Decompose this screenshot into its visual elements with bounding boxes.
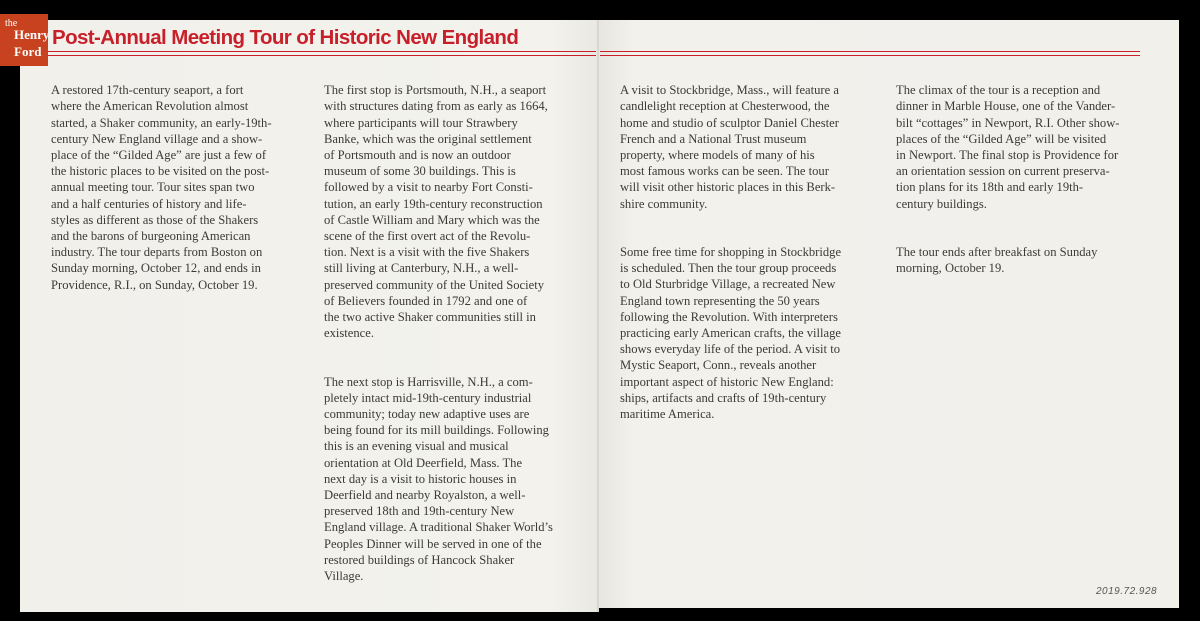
- column-4-paragraph-2: The tour ends after breakfast on Sunday morning, October 19.: [896, 245, 1098, 276]
- logo-line-3: Ford: [14, 44, 42, 59]
- title-rule-right-top: [600, 51, 1140, 52]
- title-rule-left-bottom: [48, 55, 596, 56]
- text-column-3: [620, 66, 882, 454]
- column-3-paragraph-1: A visit to Stockbridge, Mass., will feature a candlelight reception at Chesterwood, the home and studio of sculptor Daniel Chester French and a National Trust museum property, where models of many of his most famous works can be seen. The tour will visit other historic places in this Berk- shire community.: [620, 83, 839, 211]
- column-2-paragraph-2: The next stop is Harrisville, N.H., a com- pletely intact mid-19th-century industrial community; today new adaptive uses are being found for its mill buildings. Following this is an evening visual and musical orientation at Old Deerfield, Mass. The next day is a visit to historic houses in Deerfield and nearby Royalston, a well- preserved 18th and 19th-century New England village. A traditional Shaker World’s Peoples Dinner will be served in one of the restored buildings of Hancock Shaker Village.: [324, 374, 553, 584]
- page-gutter: [597, 20, 599, 612]
- text-column-1: [51, 66, 313, 325]
- page-title: Post-Annual Meeting Tour of Historic New England: [52, 26, 519, 49]
- column-3-paragraph-2: Some free time for shopping in Stockbridge is scheduled. Then the tour group proceeds to Old Sturbridge Village, a recreated New England town representing the 50 years following the Revolution. With interpreters practicing early American crafts, the village shows everyday life of the period. A visit to Mystic Seaport, Conn., reveals another important aspect of historic New England: ships, artifacts and crafts of 19th-century maritime America.: [620, 245, 842, 422]
- column-4-paragraph-1: The climax of the tour is a reception and dinner in Marble House, one of the Vander- bilt “cottages” in Newport, R.I. Other show- places of the “Gilded Age” will be visited in Newport. The final stop is Providence for an orientation session on current preserva- tion plans for its 18th and early 19th- century buildings.: [896, 83, 1120, 211]
- column-2-paragraph-1: The first stop is Portsmouth, N.H., a seaport with structures dating from as early as 1664, where participants will tour Strawbery Banke, which was the original settlement of Portsmouth and is now an outdoor museum of some 30 buildings. This is followed by a visit to nearby Fort Consti- tution, an early 19th-century reconstruction of Castle William and Mary which was the scene of the first overt act of the Revolu- tion. Next is a visit with the five Shakers still living at Canterbury, N.H., a well- preserved community of the United Society of Believers founded in 1792 and one of the two active Shaker communities still in existence.: [324, 83, 548, 341]
- title-rule-left-top: [48, 51, 596, 52]
- henry-ford-logo: [0, 14, 48, 66]
- logo-line-2: Henry: [14, 27, 50, 42]
- title-rule-right-bottom: [600, 55, 1140, 56]
- column-1-paragraph-1: A restored 17th-century seaport, a fort where the American Revolution almost started, a Shaker community, an early-19th- century New England village and a show- place of the “Gilded Age” are just a few of the historic places to be visited on the post- annual meeting tour. Tour sites span two and a half centuries of history and life- styles as different as those of the Shakers and the barons of burgeoning American industry. The tour departs from Boston on Sunday morning, October 12, and ends in Providence, R.I., on Sunday, October 19.: [51, 83, 272, 292]
- text-column-4: [896, 66, 1158, 309]
- logo-line-1: the: [5, 18, 18, 29]
- accession-number: 2019.72.928: [1096, 586, 1158, 597]
- text-column-2: [324, 66, 589, 617]
